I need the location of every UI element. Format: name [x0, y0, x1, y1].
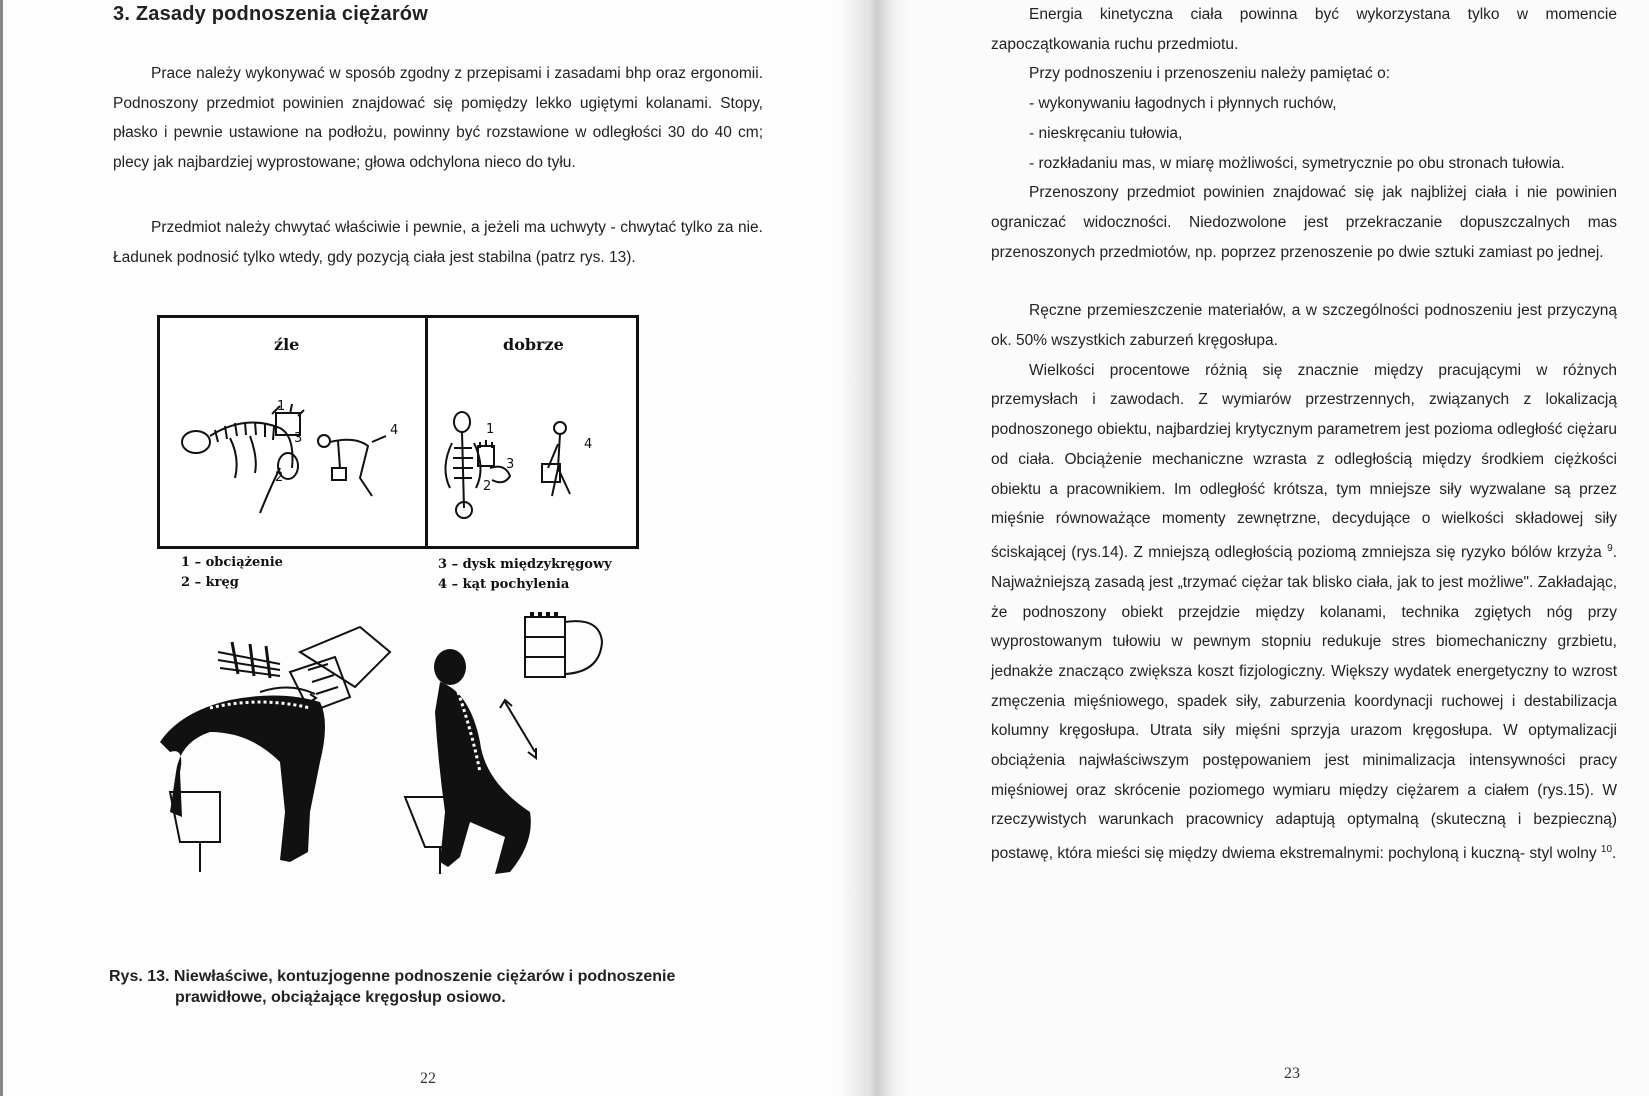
figure-title-wrong: źle — [274, 335, 300, 354]
label-num-4b: 4 — [584, 437, 593, 452]
caption-line-1: Rys. 13. Niewłaściwe, kontuzjogenne podnoszenie ciężarów i podnoszenie — [109, 968, 676, 985]
lifting-posture-illustration — [140, 612, 640, 932]
paragraph-grip: Przedmiot należy chwytać właściwie i pewnie, a jeżeli ma uchwyty - chwytać tylko za nie. Ładunek podnosić tylko wtedy, gdy pozycją ciała jest stabilna (patrz rys. 13). — [113, 219, 763, 266]
label-num-2a: 2 — [275, 470, 284, 485]
paragraph-posture: Prace należy wykonywać w sposób zgodny z przepisami i zasadami bhp oraz ergonomii. Podnoszony przedmiot powinien znajdować się pomiędzy lekko ugiętymi kolanami. Stopy, płasko i pewnie ustawione na podłożu, powinny być rozstawione w odległości 30 do 40 cm; plecy jak najbardziej wyprostowane; głowa odchylona nieco do tyłu. — [113, 65, 763, 172]
list-item-symmetric-load: - rozkładaniu mas, w miarę możliwości, symetrycznie po obu stronach tułowia. — [1029, 154, 1565, 172]
book-gutter — [838, 0, 908, 1096]
legend-item-vertebra: 2 – kręg — [181, 575, 239, 590]
paragraph-remember: Przy podnoszeniu i przenoszeniu należy pamiętać o: — [1029, 65, 1391, 83]
legend-right — [438, 555, 612, 595]
upright-stick-figure-icon — [542, 422, 570, 496]
label-num-3a: 3 — [294, 431, 303, 446]
section-heading: 3. Zasady podnoszenia ciężarów — [113, 3, 428, 25]
legend-item-angle: 4 – kąt pochylenia — [438, 577, 570, 592]
footnote-ref-10: 10 — [1600, 844, 1613, 856]
lifting-figure — [157, 315, 639, 549]
bent-stick-figure-icon — [318, 435, 386, 496]
paragraph-percentages — [991, 356, 1617, 869]
list-item-no-twisting: - nieskręcaniu tułowia, — [1029, 124, 1183, 142]
legend-left — [181, 553, 283, 593]
bent-over-figure-icon — [160, 687, 325, 872]
label-num-4a: 4 — [390, 423, 399, 438]
percentages-text-end: . — [1612, 845, 1617, 863]
figure-caption — [109, 966, 769, 1008]
footnote-ref-9: 9 — [1607, 542, 1613, 554]
percentages-text-2: . Najważniejszą zasadą jest „trzymać ciężar tak blisko ciała, jak to jest możliwe". Zakładając, że podnoszony obiekt przejdzie między kolanami, technika zgiętych nóg przy wyprostowanym tułowiu w pewnym stopniu redukuje stres biomechaniczny grzbietu, jednakże znacząco zwiększa koszt fizjologiczny. Większy wydatek energetyczny to wzrost zmęczenia mięśniowego, spadek siły, zaburzenia koordynacji ruchowej i destabilizacja kolumny kręgosłupa. Utrata siły mięśni sprzyja urazom kręgosłupa. W optymalizacji obciążenia najwłaściwszym postępowaniem jest minimalizacja intensywności pracy mięśniowej oraz skrócenie poziomego wymiaru między ciężarem a ciałem (rys.15). W rzeczywistych warunkach pracownicy adaptują optymalną (skuteczną i bezpieczną) postawę, która mieści się między dwiema ekstremalnymi: pochyloną i kuczną- styl wolny — [991, 544, 1617, 863]
label-num-1b: 1 — [486, 422, 495, 437]
page-number-right: 23 — [1284, 1065, 1300, 1082]
bent-skeleton-icon — [182, 404, 304, 513]
axial-disc-icon — [525, 612, 602, 677]
page-edge — [0, 0, 3, 1096]
upright-skeleton-icon — [445, 412, 510, 518]
label-num-2b: 2 — [483, 479, 492, 494]
page-number-left: 22 — [420, 1070, 436, 1087]
label-num-3b: 3 — [506, 457, 515, 472]
list-item-smooth-moves: - wykonywaniu łagodnych i płynnych ruchów, — [1029, 95, 1337, 113]
percentages-text-1: Wielkości procentowe różnią się znacznie między pracującymi w różnych przemysłach i zawodach. Z wymiarów przestrzennych, związanych z lokalizacją podnoszonego obiektu, najbardziej krytycznym parametrem jest pozioma odległość ciężaru od ciała. Obciążenie mechaniczne wzrasta z odległością między środkiem ciężkości obiektu a pracownikiem. Im odległość krótsza, tym mniejsze siły wyzwalane są przez mięśnie równoważące momenty zewnętrzne, decydujące o wielkości składowej siły ściskającej (rys.14). Z mniejszą odległością poziomą zmniejsza się ryzyko bólów krzyża — [991, 361, 1617, 562]
legend-item-disc: 3 – dysk międzykręgowy — [438, 557, 612, 572]
label-num-1a: 1 — [277, 399, 286, 414]
caption-line-2: prawidłowe, obciążające kręgosłup osiowo. — [175, 989, 506, 1006]
figure-drawing — [160, 318, 636, 546]
paragraph-spine-disorders: Ręczne przemieszczenie materiałów, a w szczególności podnoszeniu jest przyczyną ok. 50% wszystkich zaburzeń kręgosłupa. — [991, 302, 1617, 350]
right-column — [991, 0, 1617, 869]
squat-figure-icon — [405, 649, 536, 874]
paragraph-carried-object: Przenoszony przedmiot powinien znajdować się jak najbliżej ciała i nie powinien ograniczać widoczności. Niedozwolone jest przekraczanie dopuszczalnych mas przenoszonych przedmiotów, np. poprzez przenoszenie po dwie sztuki zamiast po jednej. — [991, 184, 1617, 261]
legend-item-load: 1 – obciążenie — [181, 555, 283, 570]
figure-title-right: dobrze — [503, 335, 564, 354]
paragraph-kinetic-energy: Energia kinetyczna ciała powinna być wykorzystana tylko w momencie zapoczątkowania ruchu przedmiotu. — [991, 6, 1617, 53]
